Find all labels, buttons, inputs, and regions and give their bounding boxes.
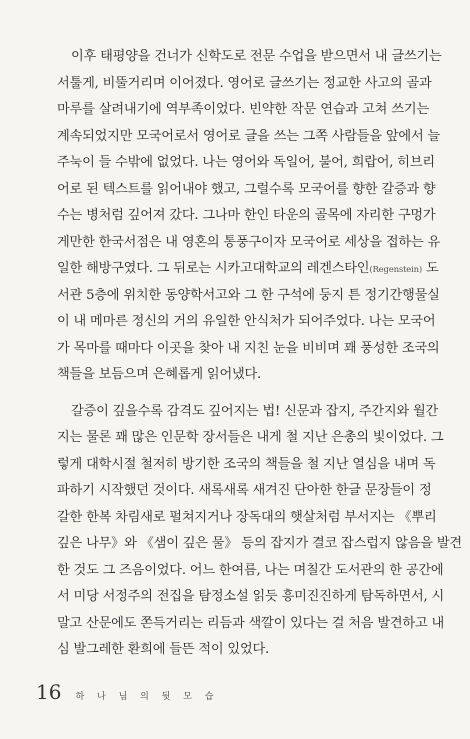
text-fragment: 도	[421, 261, 439, 276]
text-line: 갈증이 깊을수록 감격도 깊어지는 법! 신문과 잡지, 주간지와 월간	[71, 403, 439, 419]
page-number: 16	[36, 680, 62, 704]
text-line: 말고 산문에도 쫀득거리는 리듬과 색깔이 있다는 걸 처음 발견하고 내	[57, 615, 445, 631]
paragraph-2	[57, 399, 462, 664]
text-line: 렇게 대학시절 철저히 방기한 조국의 책들을 철 지난 열심을 내며 독	[57, 456, 436, 472]
text-line: 주눅이 들 수밖에 없었다. 나는 영어와 독일어, 불어, 희랍어, 히브리	[57, 155, 435, 170]
text-line: 갈한 한복 차림새로 펄쳐지거나 장독대의 햇살처럼 부서지는 《뿌리	[57, 509, 437, 525]
text-line: 게만한 한국서점은 내 영혼의 통풍구이자 모국어로 세상을 접하는 유	[57, 234, 441, 250]
text-line: 깊은 나무》와 《샘이 깊은 물》 등의 잡지가 결코 잡스럽지 않음을 발견	[57, 536, 462, 551]
text-line: 마루를 살려내기에 역부족이었다. 빈약한 작문 연습과 고쳐 쓰기는	[57, 102, 429, 117]
text-line: 이 내 메마른 정신의 거의 유일한 안식처가 되어주었다. 나는 모국어	[57, 314, 436, 329]
text-line: 파하기 시작했던 것이다. 새록새록 새겨진 단아한 한글 문장들이 정	[57, 483, 432, 498]
text-line: 어로 된 텍스트를 읽어내야 했고, 그럴수록 모국어를 향한 갈증과 향	[57, 181, 436, 197]
paragraph-1	[57, 44, 442, 389]
text-line: 가 목마를 때마다 이곳을 찾아 내 지친 눈을 비비며 꽤 풍성한 조국의	[57, 340, 440, 356]
text-line: 지는 물론 꽤 많은 인문학 장서들은 내게 철 지난 은총의 빛이었다. 그	[57, 430, 444, 445]
page-footer	[36, 680, 218, 704]
text-line: 계속되었지만 모국어로서 영어로 글을 쓰는 그쪽 사람들을 앞에서 늘	[57, 128, 441, 144]
body-text	[57, 44, 462, 674]
text-line: 수는 병처럼 깊어져 갔다. 그나마 한인 타운의 골목에 자리한 구멍가	[57, 208, 436, 223]
text-line-with-note	[57, 256, 439, 283]
inline-note: (Regenstein)	[369, 265, 422, 275]
text-line: 서 미당 서정주의 전집을 탐정소설 읽듯 흥미진진하게 탐독하면서, 시	[57, 589, 445, 604]
text-line: 한 것도 그 즈음이었다. 어느 한여름, 나는 며칠간 도서관의 한 공간에	[57, 562, 444, 578]
text-line: 이후 태평양을 건너가 신학도로 전문 수업을 받으면서 내 글쓰기는	[71, 49, 442, 64]
text-line: 서툴게, 비뚤거리며 이어졌다. 영어로 글쓰기는 정교한 사고의 골과	[57, 75, 432, 91]
text-line: 서관 5층에 위치한 동양학서고와 그 한 구석에 둥지 튼 정기간행물실	[57, 287, 440, 303]
running-title: 하 나 님 의 뒷 모 습	[75, 692, 219, 702]
text-line: 책들을 보듬으며 은혜롭게 읽어냈다.	[57, 367, 262, 382]
text-line: 심 발그레한 환희에 들뜬 적이 있었다.	[57, 642, 270, 657]
text-fragment: 일한 해방구였다. 그 뒤로는 시카고대학교의 레겐스타인	[57, 261, 370, 276]
